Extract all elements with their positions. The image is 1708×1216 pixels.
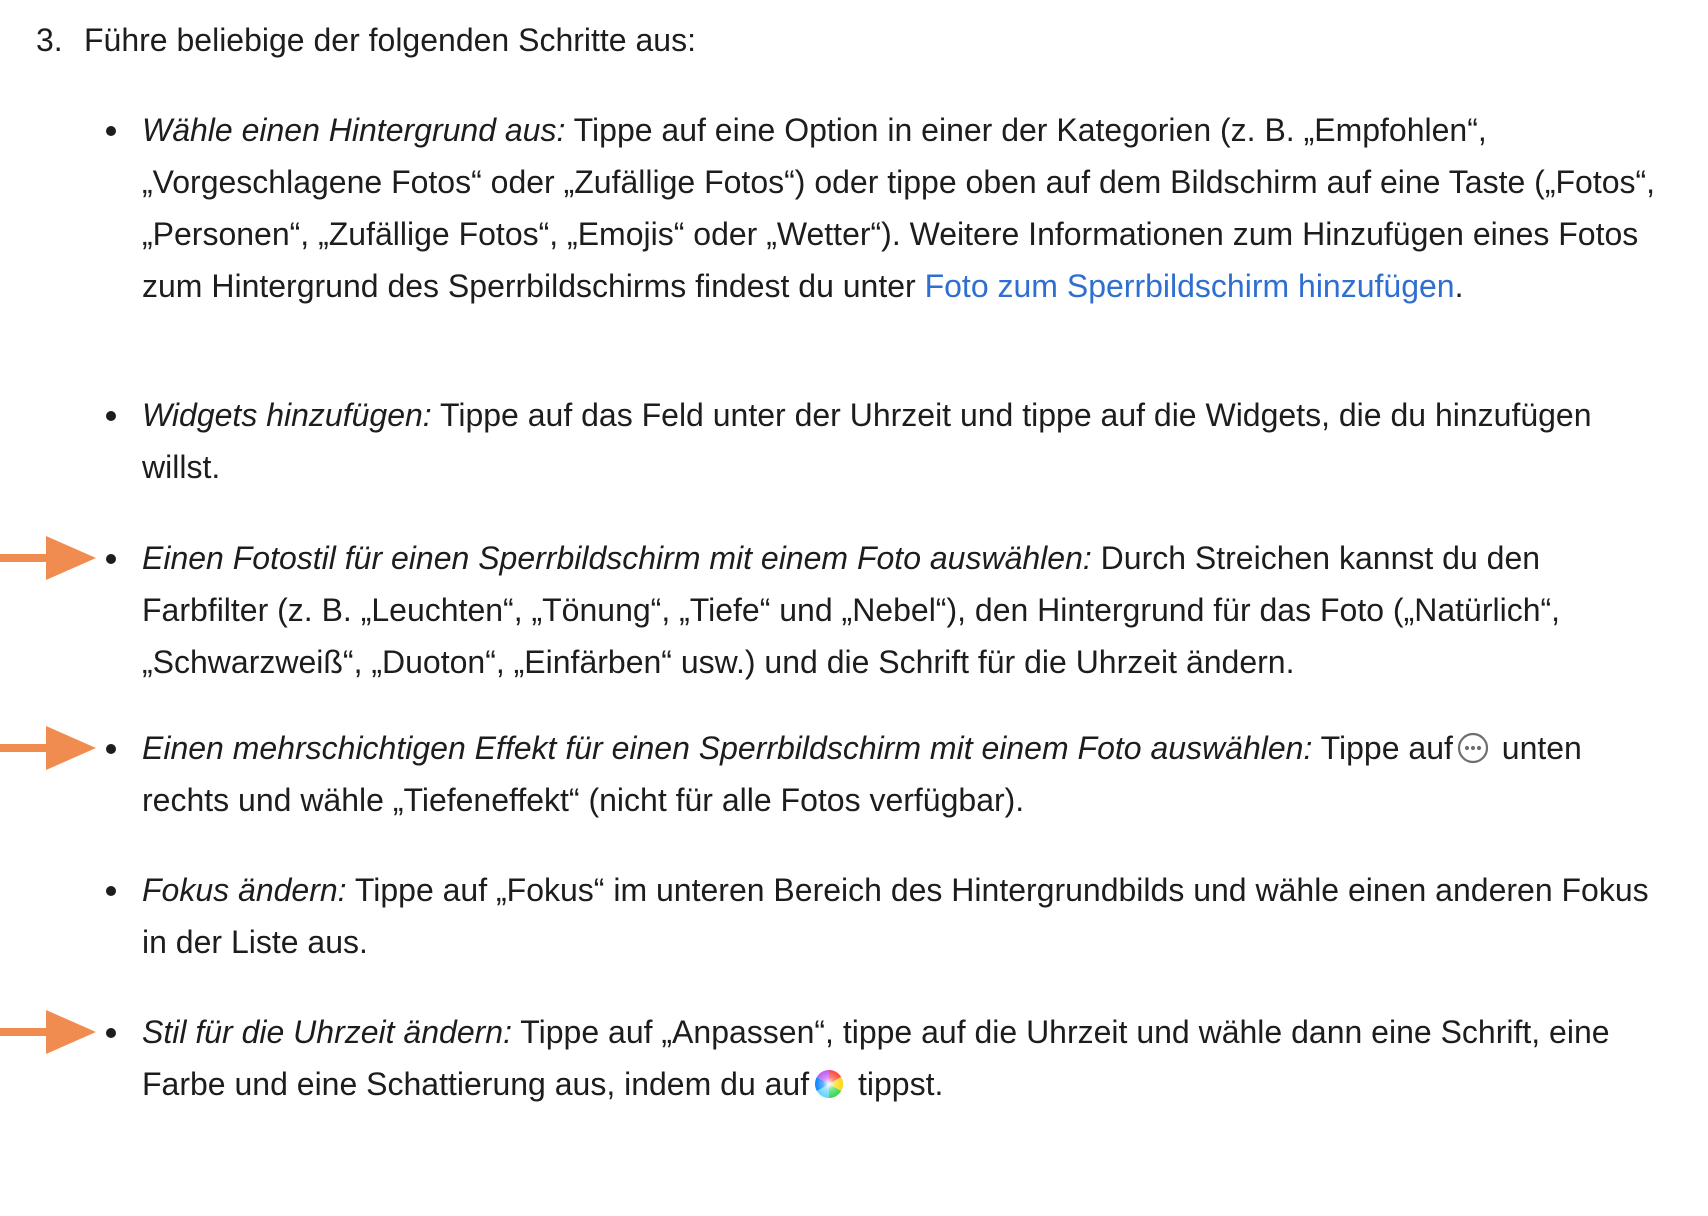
list-item-choose-background — [142, 104, 1672, 312]
add-photo-lock-screen-link[interactable]: Foto zum Sperrbildschirm hinzufügen — [924, 268, 1455, 304]
item-text-end: tippst. — [849, 1066, 944, 1102]
list-item-change-focus — [142, 864, 1672, 968]
item-lead: Fokus ändern: — [142, 872, 347, 908]
item-text: Durch Streichen kannst du den Farbfilter (z. B. „Leuchten“, „Tönung“, „Tiefe“ und „Nebel“), den Hintergrund für das Foto („Natürlich“, „Schwarzweiß“, „Duoton“, „Einfärben“ usw.) und die Schrift für die Uhrzeit ändern. — [142, 540, 1561, 680]
orange-arrow-icon — [0, 532, 98, 584]
list-item-clock-style — [142, 1006, 1672, 1110]
more-ellipsis-circle-icon — [1457, 732, 1489, 764]
list-item-paragraph — [142, 722, 1672, 826]
orange-arrow-icon — [0, 1006, 98, 1058]
item-text: Tippe auf „Anpassen“, tippe auf die Uhrzeit und wähle dann eine Schrift, eine Farbe und eine Schattierung aus, indem du auf — [142, 1014, 1610, 1102]
item-text: Tippe auf — [1312, 730, 1453, 766]
item-lead: Wähle einen Hintergrund aus: — [142, 112, 566, 148]
item-text: Tippe auf das Feld unter der Uhrzeit und tippe auf die Widgets, die du hinzufügen willst. — [142, 397, 1592, 485]
item-text-end: unten rechts und wähle „Tiefeneffekt“ (nicht für alle Fotos verfügbar). — [142, 730, 1582, 818]
bullet-dot — [106, 744, 116, 754]
list-item-paragraph — [142, 104, 1672, 312]
step-number: 3. — [36, 22, 63, 58]
item-text: Tippe auf „Fokus“ im unteren Bereich des Hintergrundbilds und wähle einen anderen Fokus in der Liste aus. — [142, 872, 1649, 960]
bullet-dot — [106, 554, 116, 564]
bullet-dot — [106, 126, 116, 136]
orange-arrow-icon — [0, 722, 98, 774]
bullet-dot — [106, 411, 116, 421]
list-item-paragraph — [142, 532, 1672, 688]
list-item-depth-effect — [142, 722, 1672, 826]
item-lead: Einen mehrschichtigen Effekt für einen Sperrbildschirm mit einem Foto auswählen: — [142, 730, 1313, 766]
item-lead: Einen Fotostil für einen Sperrbildschirm mit einem Foto auswählen: — [142, 540, 1092, 576]
list-item-paragraph — [142, 864, 1672, 968]
item-text-end: . — [1454, 268, 1464, 304]
list-item-photo-style — [142, 532, 1672, 688]
list-item-paragraph — [142, 389, 1672, 493]
step-text: Führe beliebige der folgenden Schritte aus: — [84, 22, 696, 58]
list-item-paragraph — [142, 1006, 1672, 1110]
item-lead: Widgets hinzufügen: — [142, 397, 432, 433]
color-wheel-icon — [813, 1068, 845, 1100]
item-lead: Stil für die Uhrzeit ändern: — [142, 1014, 512, 1050]
list-item-add-widgets — [142, 389, 1672, 493]
bullet-dot — [106, 886, 116, 896]
bullet-dot — [106, 1028, 116, 1038]
item-text: Tippe auf eine Option in einer der Kategorien (z. B. „Empfohlen“, „Vorgeschlagene Fotos“ oder „Zufällige Fotos“) oder tippe oben auf dem Bildschirm auf eine Taste („Fotos“, „Personen“, „Zufällige Fotos“, „Emojis“ oder „Wetter“). Weitere Informationen zum Hinzufügen eines Fotos zum Hintergrund des Sperrbildschirms findest du unter — [142, 112, 1656, 304]
